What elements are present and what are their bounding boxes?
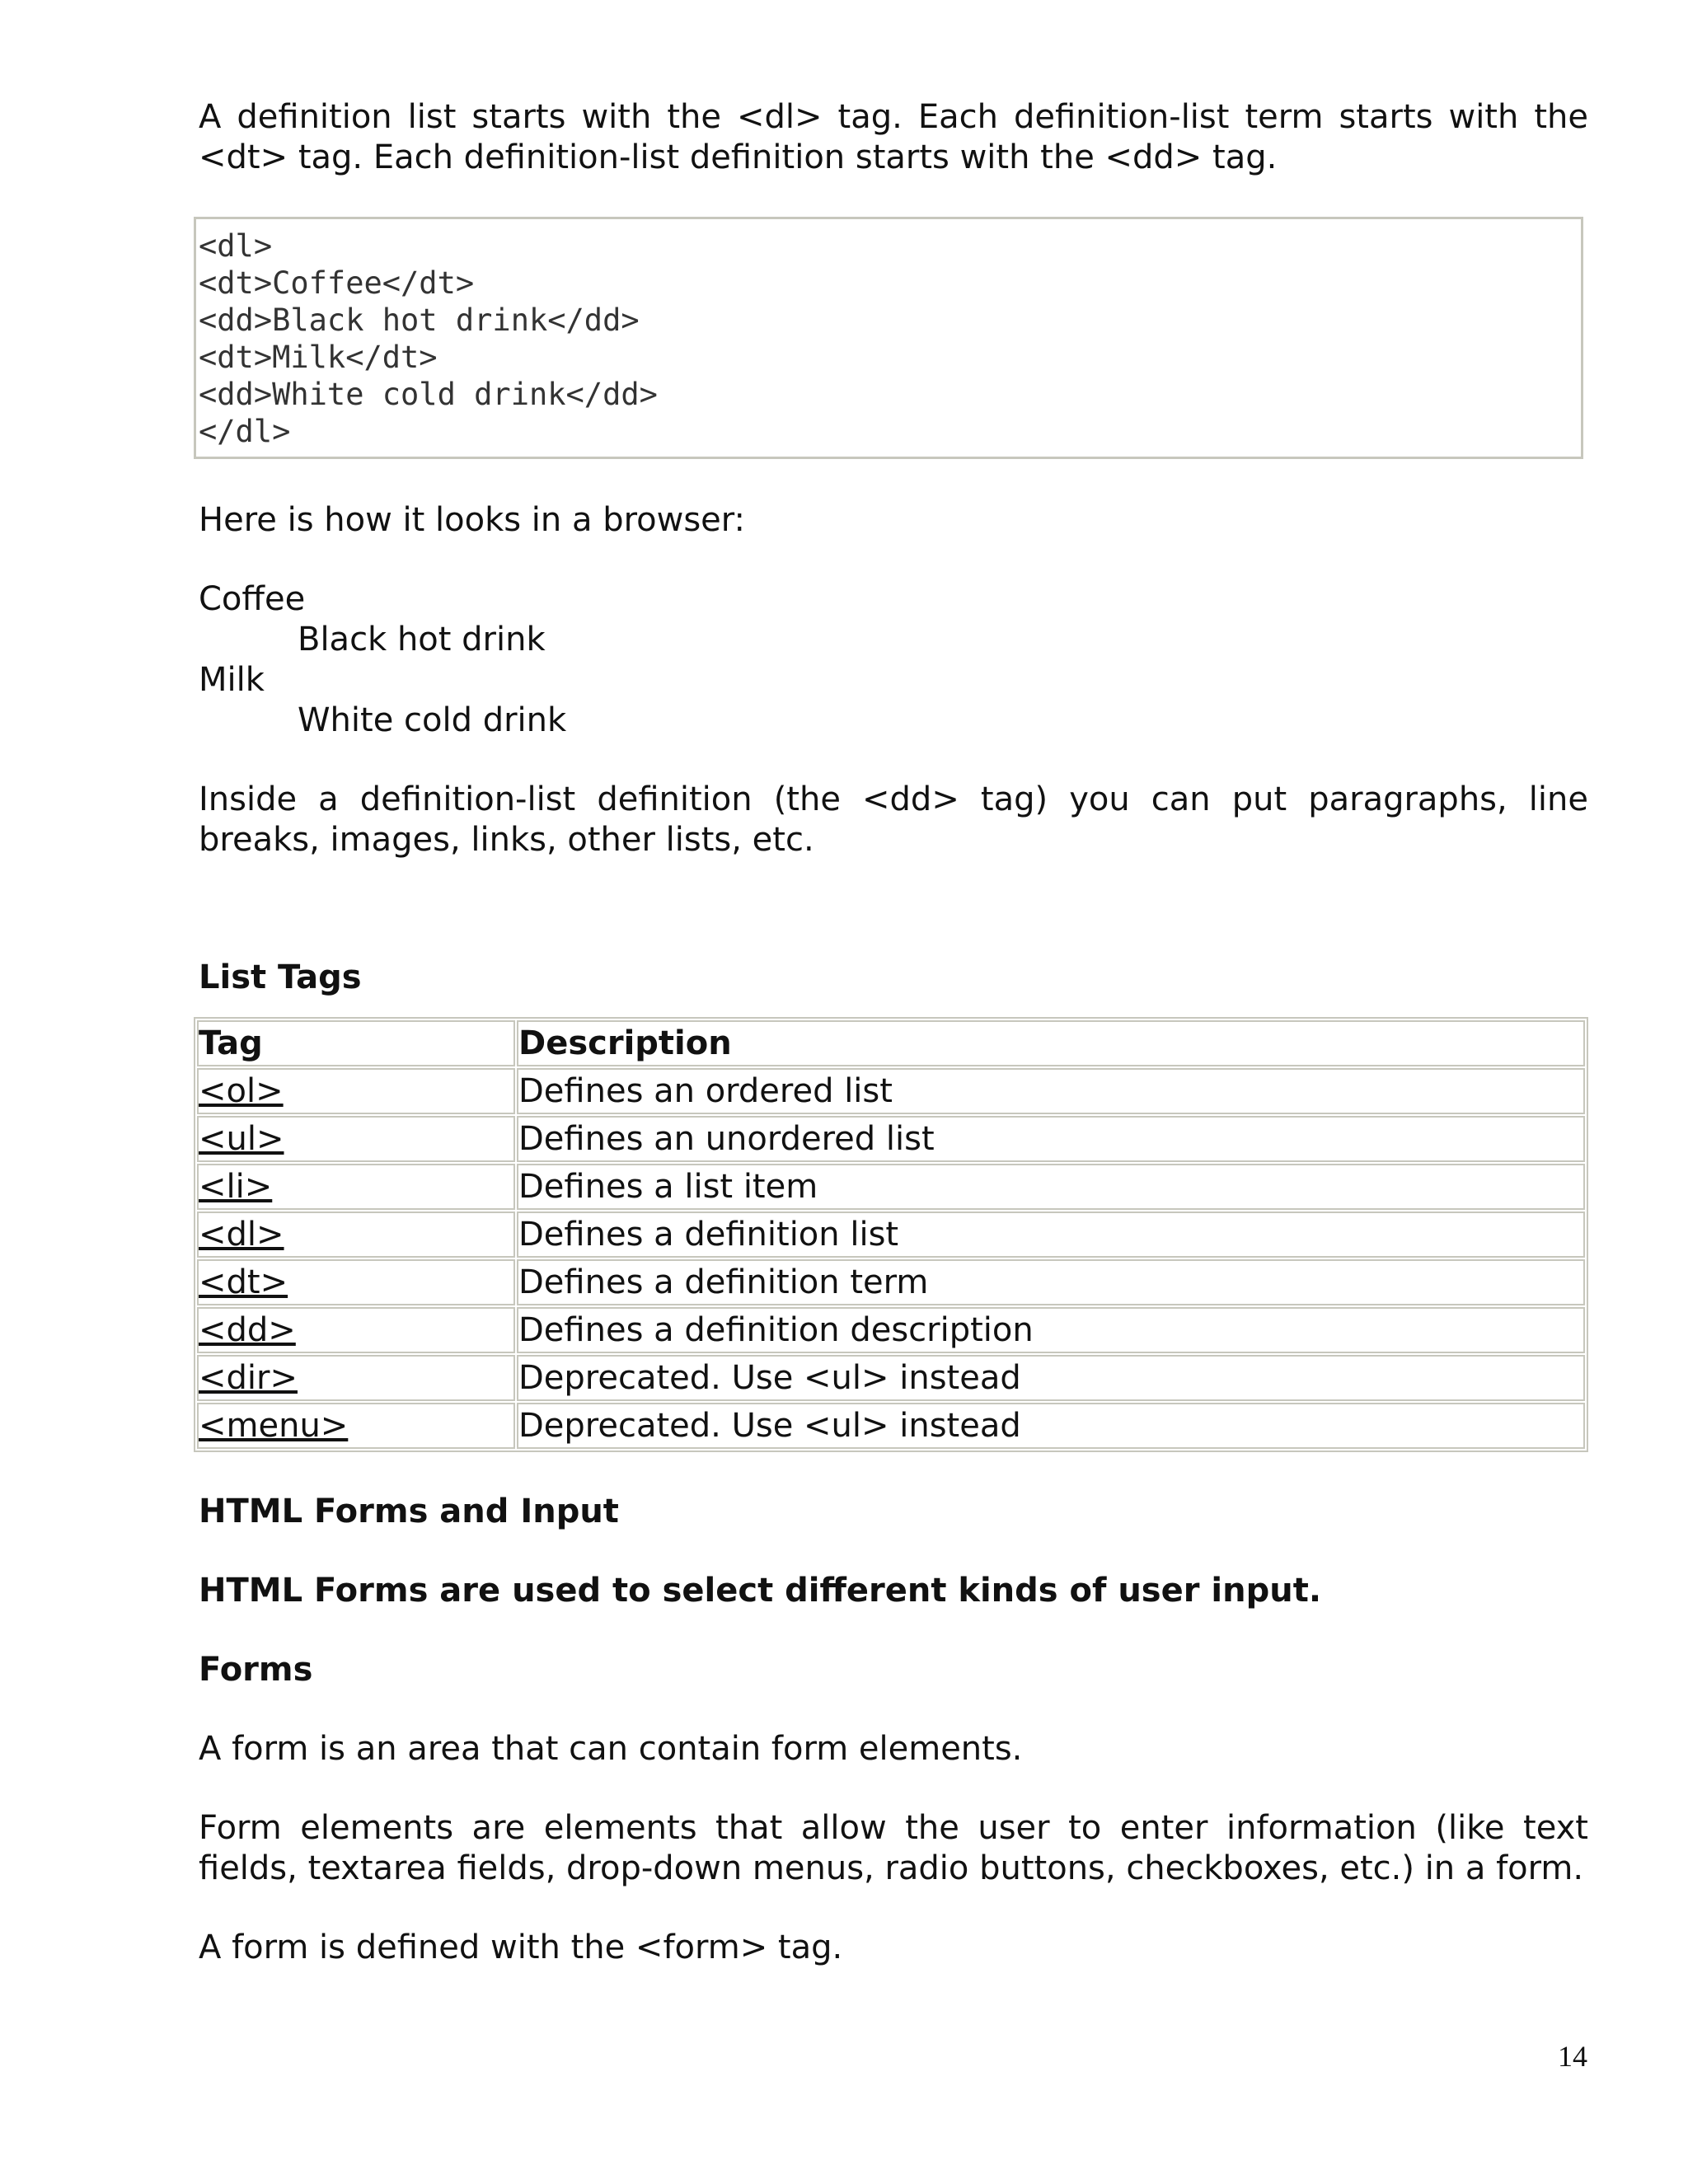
forms-heading: HTML Forms and Input [199, 1493, 619, 1530]
code-line: <dt>Coffee</dt> [199, 265, 475, 301]
table-row [197, 1355, 1585, 1401]
form-paragraph-1: A form is an area that can contain form elements. [199, 1730, 1023, 1768]
column-header-tag: Tag [197, 1020, 515, 1066]
description-cell: Defines a definition list [517, 1212, 1585, 1258]
tag-cell [197, 1116, 515, 1162]
tag-cell [197, 1068, 515, 1114]
column-header-description: Description [517, 1020, 1585, 1066]
page-number: 14 [1558, 2040, 1587, 2073]
description-cell: Deprecated. Use <ul> instead [517, 1403, 1585, 1449]
forms-label: Forms [199, 1651, 313, 1689]
tag-link[interactable]: <ol> [199, 1072, 284, 1110]
intro-paragraph: A definition list starts with the <dl> tag. Each definition-list term starts with the <dt> tag. Each definition-list definition starts with the <dd> tag. [199, 98, 1588, 176]
code-line: <dt>Milk</dt> [199, 340, 438, 375]
definition-term: Coffee [199, 580, 306, 618]
table-row [197, 1212, 1585, 1258]
form-paragraph-3: A form is defined with the <form> tag. [199, 1929, 843, 1966]
table-row [197, 1164, 1585, 1210]
forms-subheading: HTML Forms are used to select different kinds of user input. [199, 1572, 1322, 1610]
table-row [197, 1403, 1585, 1449]
tag-cell [197, 1403, 515, 1449]
tag-cell [197, 1212, 515, 1258]
description-cell: Defines an unordered list [517, 1116, 1585, 1162]
description-cell: Defines an ordered list [517, 1068, 1585, 1114]
description-cell: Defines a definition description [517, 1307, 1585, 1353]
tag-link[interactable]: <dl> [199, 1216, 284, 1254]
table-row [197, 1259, 1585, 1305]
tag-link[interactable]: <ul> [199, 1120, 284, 1158]
code-line: <dl> [199, 228, 273, 264]
description-cell: Deprecated. Use <ul> instead [517, 1355, 1585, 1401]
rendered-definition-list [199, 579, 1588, 741]
list-tags-table [194, 1017, 1588, 1452]
code-line: <dd>White cold drink</dd> [199, 377, 658, 412]
tag-cell [197, 1355, 515, 1401]
table-header-row [197, 1020, 1585, 1066]
code-line: </dl> [199, 414, 291, 449]
list-tags-heading: List Tags [199, 958, 362, 996]
definition-description: White cold drink [298, 701, 567, 739]
definition-description: Black hot drink [298, 621, 546, 658]
document-page [199, 97, 1588, 1968]
tag-link[interactable]: <menu> [199, 1407, 349, 1445]
description-cell: Defines a definition term [517, 1259, 1585, 1305]
table-row [197, 1307, 1585, 1353]
table-row [197, 1068, 1585, 1114]
form-paragraph-2: Form elements are elements that allow the user to enter information (like text fields, textarea fields, drop-down menus, radio buttons, checkboxes, etc.) in a form. [199, 1809, 1588, 1887]
browser-intro: Here is how it looks in a browser: [199, 501, 746, 539]
tag-link[interactable]: <dt> [199, 1263, 288, 1301]
tag-cell [197, 1164, 515, 1210]
tag-link[interactable]: <li> [199, 1168, 273, 1206]
tag-link[interactable]: <dd> [199, 1311, 296, 1349]
code-example-box [194, 217, 1583, 459]
tag-link[interactable]: <dir> [199, 1359, 298, 1397]
inside-dd-paragraph: Inside a definition-list definition (the <dd> tag) you can put paragraphs, line breaks, images, links, other lists, etc. [199, 780, 1588, 859]
table-row [197, 1116, 1585, 1162]
definition-term: Milk [199, 661, 265, 699]
code-line: <dd>Black hot drink</dd> [199, 302, 640, 338]
description-cell: Defines a list item [517, 1164, 1585, 1210]
tag-cell [197, 1307, 515, 1353]
tag-cell [197, 1259, 515, 1305]
